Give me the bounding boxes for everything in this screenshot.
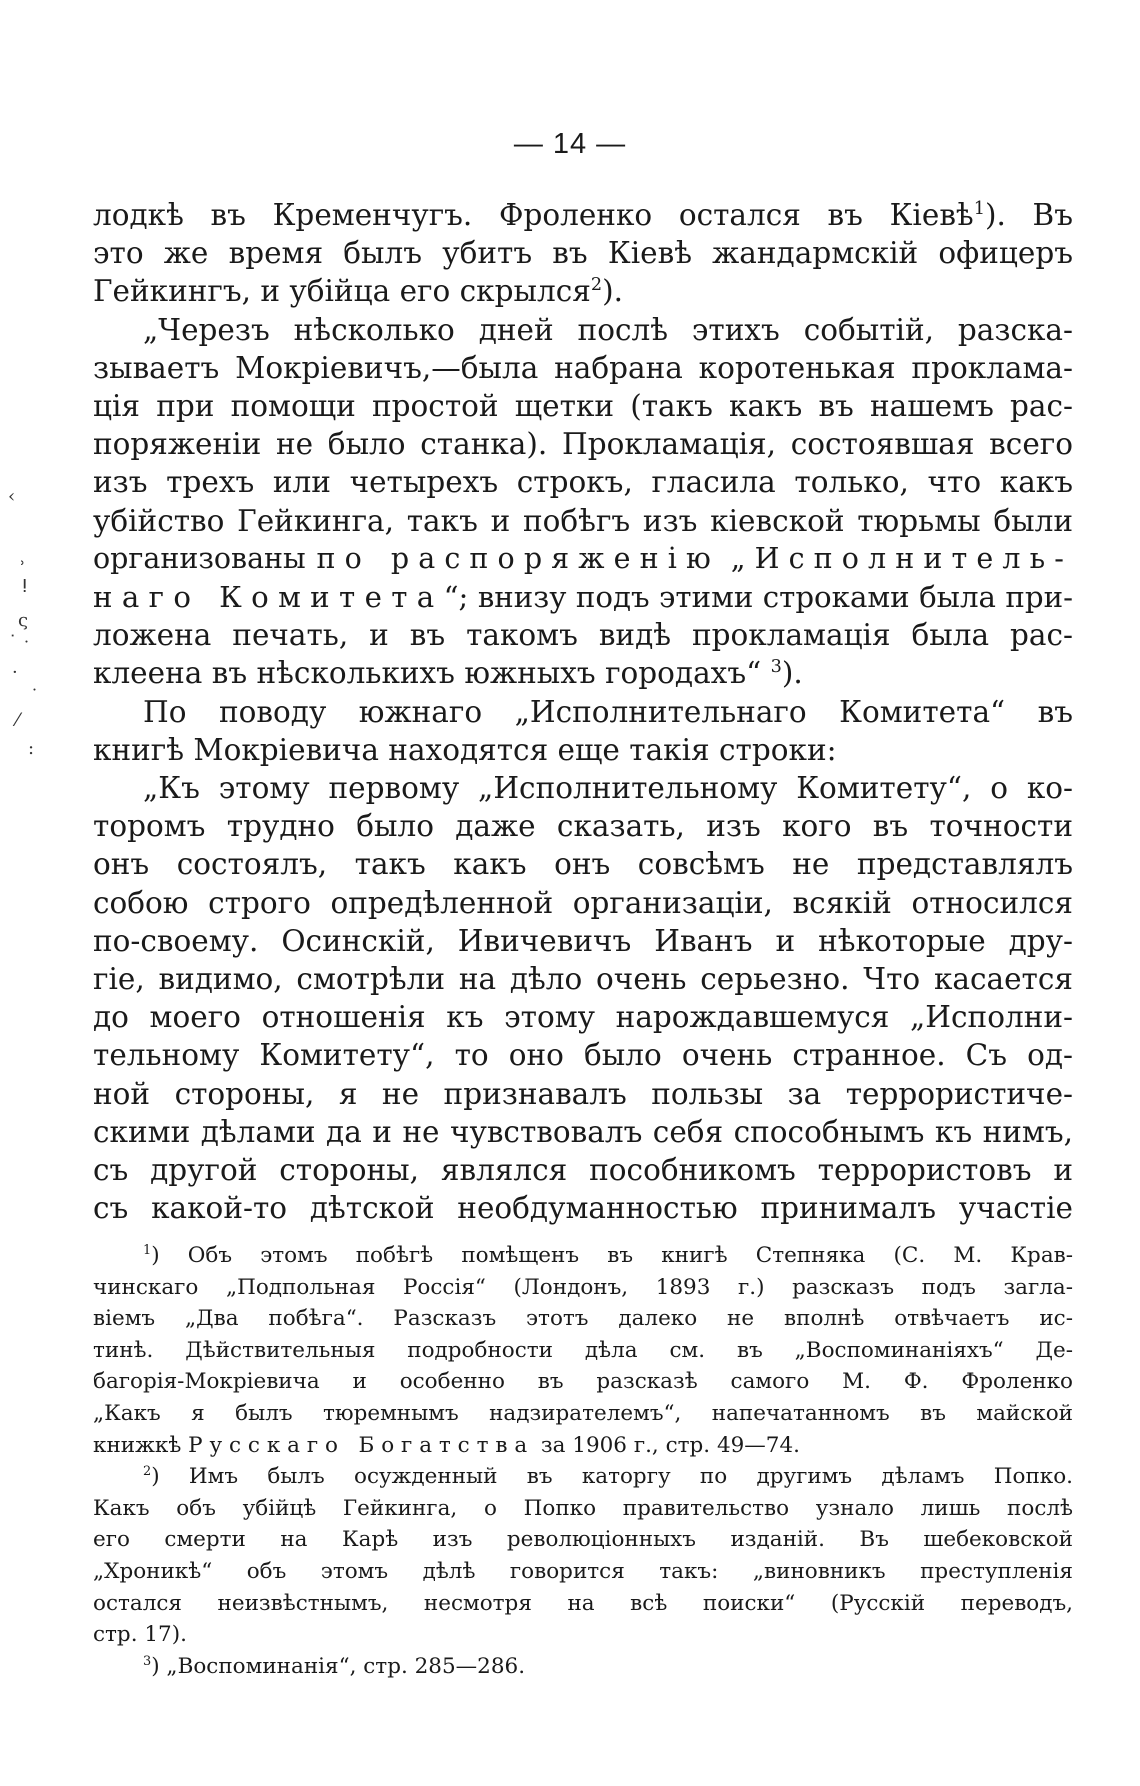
page-number: — 14 — bbox=[513, 128, 627, 160]
footnote-line: тинѣ. Дѣйствительныя подробности дѣла см. въ „Воспоминаніяхъ“ Де- bbox=[93, 1337, 1073, 1363]
text-line: книгѣ Мокріевича находятся еще такія строки: bbox=[93, 732, 837, 767]
text-line: „Къ этому первому „Исполнительному Комитету“, о ко- bbox=[143, 771, 1073, 806]
text-line: Гейкингъ, и убійца его скрылся$^2$). bbox=[93, 274, 623, 309]
text-line: поряженіи не было станка). Прокламація, состоявшая всего bbox=[93, 427, 1073, 462]
text-line: зываетъ Мокріевичъ,—была набрана коротенькая проклама- bbox=[93, 350, 1073, 385]
text-line: по-своему. Осинскій, Ивичевичъ Иванъ и нѣкоторые дру- bbox=[93, 923, 1073, 958]
margin-mark: · bbox=[12, 662, 18, 683]
text-line: тельному Комитету“, то оно было очень странное. Съ од- bbox=[93, 1038, 1073, 1073]
footnote-line: багорія-Мокріевича и особенно въ разсказѣ самого М. Ф. Фроленко bbox=[93, 1369, 1073, 1395]
margin-mark: ˙ bbox=[30, 686, 39, 707]
footnote-line: остался неизвѣстнымъ, несмотря на всѣ поиски“ (Русскій переводъ, bbox=[93, 1590, 1073, 1616]
footnote-line: чинскаго „Подпольная Россія“ (Лондонъ, 1893 г.) разсказъ подъ загла- bbox=[93, 1274, 1073, 1300]
footnote-line: его смерти на Карѣ изъ революціонныхъ изданій. Въ шебековской bbox=[93, 1527, 1073, 1553]
text-line: собою строго опредѣленной организаціи, всякій относился bbox=[93, 885, 1073, 920]
footnote-line: $^3$) „Воспоминанія“, стр. 285—286. bbox=[143, 1653, 526, 1679]
text-line: ція при помощи простой щетки (такъ какъ въ нашемъ рас- bbox=[93, 389, 1073, 424]
footnote-line: книжкѣ Русскаго Богатства за 1906 г., стр. 49—74. bbox=[93, 1432, 801, 1458]
footnote-line: віемъ „Два побѣга“. Разсказъ этотъ далеко не вполнѣ отвѣчаетъ ис- bbox=[93, 1306, 1073, 1332]
text-line: изъ трехъ или четырехъ строкъ, гласила только, что какъ bbox=[93, 465, 1073, 500]
footnote-line: „Хроникѣ“ объ этомъ дѣлѣ говорится такъ: „виновникъ преступленія bbox=[93, 1558, 1073, 1584]
text-line: организованы по распоряженію „Исполнитель- bbox=[93, 541, 1073, 575]
margin-mark: ⁄ bbox=[16, 710, 20, 731]
text-line: онъ состоялъ, такъ какъ онъ совсѣмъ не представлялъ bbox=[93, 847, 1073, 882]
text-line: убійство Гейкинга, такъ и побѣгъ изъ кіевской тюрьмы были bbox=[93, 503, 1073, 538]
text-line: съ другой стороны, являлся пособникомъ террористовъ и bbox=[93, 1153, 1073, 1188]
footnote-line: $^1$) Объ этомъ побѣгѣ помѣщенъ въ книгѣ Степняка (С. М. Крав- bbox=[143, 1242, 1073, 1268]
text-line: съ какой-то дѣтской необдуманностью принималъ участіе bbox=[93, 1191, 1073, 1226]
footnotes bbox=[93, 1240, 1073, 1682]
text-line: наго Комитета“; внизу подъ этими строками была при- bbox=[93, 580, 1074, 615]
margin-mark: : bbox=[28, 738, 35, 759]
margin-mark: ˙ bbox=[22, 638, 31, 659]
main-text bbox=[93, 196, 1073, 1227]
text-line: это же время былъ убитъ въ Кіевѣ жандармскій офицеръ bbox=[93, 236, 1073, 271]
footnote-line: „Какъ я былъ тюремнымъ надзирателемъ“, напечатанномъ въ майской bbox=[93, 1400, 1073, 1426]
text-line: скими дѣлами да и не чувствовалъ себя способнымъ къ нимъ, bbox=[93, 1114, 1073, 1149]
text-line: лодкѣ въ Кременчугъ. Фроленко остался въ Кіевѣ$^1$). Въ bbox=[93, 198, 1074, 232]
text-line: клеена въ нѣсколькихъ южныхъ городахъ“ $^3$). bbox=[93, 656, 803, 691]
margin-mark: ʾ bbox=[20, 558, 26, 579]
text-line: По поводу южнаго „Исполнительнаго Комитета“ въ bbox=[143, 694, 1073, 729]
text-line: торомъ трудно было даже сказать, изъ кого въ точности bbox=[93, 809, 1073, 844]
text-line: до моего отношенія къ этому нарождавшемуся „Исполни- bbox=[93, 1000, 1073, 1035]
margin-mark: ⵑ bbox=[22, 576, 28, 597]
margin-mark: ᐧ bbox=[10, 626, 15, 647]
footnote-line: $^2$) Имъ былъ осужденный въ каторгу по другимъ дѣламъ Попко. bbox=[143, 1464, 1073, 1490]
footnote-line: Какъ объ убійцѣ Гейкинга, о Попко правительство узнало лишь послѣ bbox=[93, 1495, 1073, 1521]
footnote-line: стр. 17). bbox=[93, 1622, 187, 1648]
margin-marks bbox=[0, 0, 60, 1786]
text-line: гіе, видимо, смотрѣли на дѣло очень серьезно. Что касается bbox=[93, 962, 1073, 997]
margin-mark: ς bbox=[18, 610, 29, 631]
margin-mark: ‹ bbox=[8, 486, 16, 507]
text-line: ложена печать, и въ такомъ видѣ прокламація была рас- bbox=[93, 618, 1073, 653]
text-line: „Черезъ нѣсколько дней послѣ этихъ событій, разска- bbox=[143, 312, 1073, 347]
text-line: ной стороны, я не признавалъ пользы за террористиче- bbox=[93, 1076, 1073, 1111]
